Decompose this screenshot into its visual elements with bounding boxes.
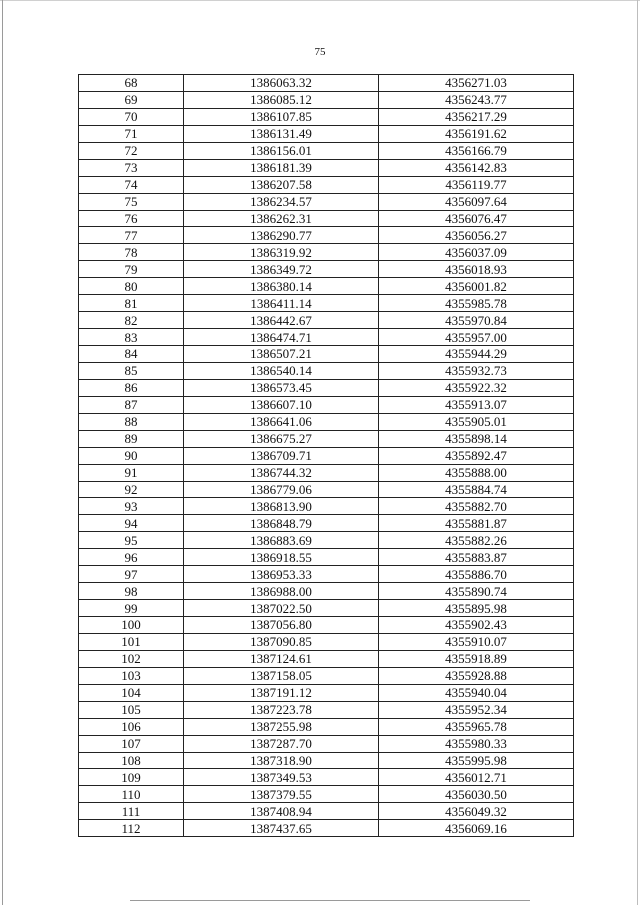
coordinates-table-body	[79, 75, 574, 837]
scan-edge-top	[0, 0, 640, 1]
y-coordinate-cell: 4355910.07	[379, 633, 574, 650]
table-row	[79, 346, 574, 363]
y-coordinate-cell: 4356243.77	[379, 91, 574, 108]
table-row	[79, 227, 574, 244]
x-coordinate-cell: 1386675.27	[184, 430, 379, 447]
point-number-cell: 91	[79, 464, 184, 481]
table-row	[79, 532, 574, 549]
table-row	[79, 244, 574, 261]
x-coordinate-cell: 1386156.01	[184, 142, 379, 159]
table-row	[79, 159, 574, 176]
y-coordinate-cell: 4355940.04	[379, 684, 574, 701]
point-number-cell: 98	[79, 583, 184, 600]
x-coordinate-cell: 1387349.53	[184, 769, 379, 786]
table-row	[79, 430, 574, 447]
y-coordinate-cell: 4356166.79	[379, 142, 574, 159]
x-coordinate-cell: 1387287.70	[184, 735, 379, 752]
x-coordinate-cell: 1386107.85	[184, 108, 379, 125]
y-coordinate-cell: 4355905.01	[379, 413, 574, 430]
table-row	[79, 193, 574, 210]
table-row	[79, 633, 574, 650]
point-number-cell: 69	[79, 91, 184, 108]
point-number-cell: 105	[79, 701, 184, 718]
x-coordinate-cell: 1386540.14	[184, 362, 379, 379]
table-row	[79, 295, 574, 312]
y-coordinate-cell: 4355944.29	[379, 346, 574, 363]
y-coordinate-cell: 4356119.77	[379, 176, 574, 193]
y-coordinate-cell: 4355970.84	[379, 312, 574, 329]
table-row	[79, 752, 574, 769]
y-coordinate-cell: 4356076.47	[379, 210, 574, 227]
table-row	[79, 549, 574, 566]
point-number-cell: 110	[79, 786, 184, 803]
x-coordinate-cell: 1386744.32	[184, 464, 379, 481]
table-row	[79, 176, 574, 193]
y-coordinate-cell: 4356012.71	[379, 769, 574, 786]
y-coordinate-cell: 4355881.87	[379, 515, 574, 532]
table-row	[79, 362, 574, 379]
point-number-cell: 104	[79, 684, 184, 701]
table-row	[79, 803, 574, 820]
y-coordinate-cell: 4355886.70	[379, 566, 574, 583]
x-coordinate-cell: 1386848.79	[184, 515, 379, 532]
table-row	[79, 125, 574, 142]
y-coordinate-cell: 4355884.74	[379, 481, 574, 498]
y-coordinate-cell: 4356049.32	[379, 803, 574, 820]
point-number-cell: 77	[79, 227, 184, 244]
table-row	[79, 820, 574, 837]
x-coordinate-cell: 1387090.85	[184, 633, 379, 650]
x-coordinate-cell: 1386474.71	[184, 329, 379, 346]
point-number-cell: 93	[79, 498, 184, 515]
x-coordinate-cell: 1386883.69	[184, 532, 379, 549]
table-row	[79, 481, 574, 498]
table-row	[79, 75, 574, 92]
y-coordinate-cell: 4355888.00	[379, 464, 574, 481]
table-row	[79, 684, 574, 701]
point-number-cell: 76	[79, 210, 184, 227]
y-coordinate-cell: 4356001.82	[379, 278, 574, 295]
point-number-cell: 68	[79, 75, 184, 92]
point-number-cell: 81	[79, 295, 184, 312]
point-number-cell: 99	[79, 600, 184, 617]
point-number-cell: 112	[79, 820, 184, 837]
table-row	[79, 396, 574, 413]
x-coordinate-cell: 1386918.55	[184, 549, 379, 566]
point-number-cell: 107	[79, 735, 184, 752]
table-row	[79, 108, 574, 125]
x-coordinate-cell: 1387056.80	[184, 617, 379, 634]
point-number-cell: 97	[79, 566, 184, 583]
x-coordinate-cell: 1386607.10	[184, 396, 379, 413]
y-coordinate-cell: 4355890.74	[379, 583, 574, 600]
x-coordinate-cell: 1386641.06	[184, 413, 379, 430]
x-coordinate-cell: 1386953.33	[184, 566, 379, 583]
x-coordinate-cell: 1386988.00	[184, 583, 379, 600]
x-coordinate-cell: 1386442.67	[184, 312, 379, 329]
table-row	[79, 786, 574, 803]
table-row	[79, 91, 574, 108]
table-row	[79, 667, 574, 684]
x-coordinate-cell: 1387223.78	[184, 701, 379, 718]
x-coordinate-cell: 1387318.90	[184, 752, 379, 769]
table-row	[79, 735, 574, 752]
point-number-cell: 87	[79, 396, 184, 413]
table-row	[79, 600, 574, 617]
y-coordinate-cell: 4355932.73	[379, 362, 574, 379]
table-row	[79, 566, 574, 583]
x-coordinate-cell: 1387158.05	[184, 667, 379, 684]
x-coordinate-cell: 1386262.31	[184, 210, 379, 227]
x-coordinate-cell: 1386131.49	[184, 125, 379, 142]
y-coordinate-cell: 4355883.87	[379, 549, 574, 566]
y-coordinate-cell: 4355922.32	[379, 379, 574, 396]
y-coordinate-cell: 4355985.78	[379, 295, 574, 312]
point-number-cell: 94	[79, 515, 184, 532]
point-number-cell: 74	[79, 176, 184, 193]
point-number-cell: 100	[79, 617, 184, 634]
point-number-cell: 108	[79, 752, 184, 769]
point-number-cell: 101	[79, 633, 184, 650]
y-coordinate-cell: 4356030.50	[379, 786, 574, 803]
table-row	[79, 515, 574, 532]
table-row	[79, 379, 574, 396]
y-coordinate-cell: 4356056.27	[379, 227, 574, 244]
table-row	[79, 769, 574, 786]
y-coordinate-cell: 4355913.07	[379, 396, 574, 413]
point-number-cell: 85	[79, 362, 184, 379]
y-coordinate-cell: 4355952.34	[379, 701, 574, 718]
x-coordinate-cell: 1386380.14	[184, 278, 379, 295]
point-number-cell: 96	[79, 549, 184, 566]
y-coordinate-cell: 4356217.29	[379, 108, 574, 125]
x-coordinate-cell: 1387437.65	[184, 820, 379, 837]
table-row	[79, 210, 574, 227]
point-number-cell: 82	[79, 312, 184, 329]
x-coordinate-cell: 1386779.06	[184, 481, 379, 498]
y-coordinate-cell: 4355902.43	[379, 617, 574, 634]
table-row	[79, 329, 574, 346]
scan-edge-right	[637, 0, 638, 905]
point-number-cell: 103	[79, 667, 184, 684]
table-row	[79, 142, 574, 159]
table-row	[79, 447, 574, 464]
point-number-cell: 83	[79, 329, 184, 346]
x-coordinate-cell: 1386290.77	[184, 227, 379, 244]
x-coordinate-cell: 1387191.12	[184, 684, 379, 701]
y-coordinate-cell: 4355918.89	[379, 650, 574, 667]
x-coordinate-cell: 1387124.61	[184, 650, 379, 667]
y-coordinate-cell: 4355965.78	[379, 718, 574, 735]
scan-edge-bottom	[130, 900, 530, 901]
table-row	[79, 701, 574, 718]
point-number-cell: 92	[79, 481, 184, 498]
point-number-cell: 84	[79, 346, 184, 363]
y-coordinate-cell: 4356037.09	[379, 244, 574, 261]
table-row	[79, 464, 574, 481]
table-row	[79, 413, 574, 430]
scan-edge-left	[2, 0, 3, 905]
point-number-cell: 106	[79, 718, 184, 735]
y-coordinate-cell: 4356069.16	[379, 820, 574, 837]
y-coordinate-cell: 4355895.98	[379, 600, 574, 617]
y-coordinate-cell: 4356018.93	[379, 261, 574, 278]
x-coordinate-cell: 1386349.72	[184, 261, 379, 278]
table-row	[79, 278, 574, 295]
point-number-cell: 95	[79, 532, 184, 549]
point-number-cell: 80	[79, 278, 184, 295]
y-coordinate-cell: 4355882.70	[379, 498, 574, 515]
y-coordinate-cell: 4355898.14	[379, 430, 574, 447]
y-coordinate-cell: 4355892.47	[379, 447, 574, 464]
table-row	[79, 617, 574, 634]
x-coordinate-cell: 1386085.12	[184, 91, 379, 108]
y-coordinate-cell: 4355957.00	[379, 329, 574, 346]
table-row	[79, 583, 574, 600]
point-number-cell: 109	[79, 769, 184, 786]
x-coordinate-cell: 1386709.71	[184, 447, 379, 464]
point-number-cell: 89	[79, 430, 184, 447]
y-coordinate-cell: 4356097.64	[379, 193, 574, 210]
point-number-cell: 111	[79, 803, 184, 820]
point-number-cell: 88	[79, 413, 184, 430]
point-number-cell: 90	[79, 447, 184, 464]
x-coordinate-cell: 1386063.32	[184, 75, 379, 92]
point-number-cell: 75	[79, 193, 184, 210]
point-number-cell: 71	[79, 125, 184, 142]
table-row	[79, 498, 574, 515]
point-number-cell: 102	[79, 650, 184, 667]
coordinates-table	[78, 74, 574, 837]
x-coordinate-cell: 1386573.45	[184, 379, 379, 396]
point-number-cell: 86	[79, 379, 184, 396]
table-row	[79, 312, 574, 329]
x-coordinate-cell: 1386507.21	[184, 346, 379, 363]
point-number-cell: 72	[79, 142, 184, 159]
y-coordinate-cell: 4355882.26	[379, 532, 574, 549]
point-number-cell: 73	[79, 159, 184, 176]
y-coordinate-cell: 4355995.98	[379, 752, 574, 769]
y-coordinate-cell: 4355928.88	[379, 667, 574, 684]
point-number-cell: 70	[79, 108, 184, 125]
x-coordinate-cell: 1386207.58	[184, 176, 379, 193]
x-coordinate-cell: 1386411.14	[184, 295, 379, 312]
table-row	[79, 261, 574, 278]
y-coordinate-cell: 4356191.62	[379, 125, 574, 142]
y-coordinate-cell: 4356271.03	[379, 75, 574, 92]
x-coordinate-cell: 1386181.39	[184, 159, 379, 176]
x-coordinate-cell: 1387255.98	[184, 718, 379, 735]
x-coordinate-cell: 1387022.50	[184, 600, 379, 617]
point-number-cell: 78	[79, 244, 184, 261]
x-coordinate-cell: 1387408.94	[184, 803, 379, 820]
y-coordinate-cell: 4355980.33	[379, 735, 574, 752]
point-number-cell: 79	[79, 261, 184, 278]
x-coordinate-cell: 1386319.92	[184, 244, 379, 261]
x-coordinate-cell: 1386234.57	[184, 193, 379, 210]
table-row	[79, 650, 574, 667]
x-coordinate-cell: 1386813.90	[184, 498, 379, 515]
y-coordinate-cell: 4356142.83	[379, 159, 574, 176]
page-number: 75	[314, 46, 326, 58]
table-row	[79, 718, 574, 735]
x-coordinate-cell: 1387379.55	[184, 786, 379, 803]
